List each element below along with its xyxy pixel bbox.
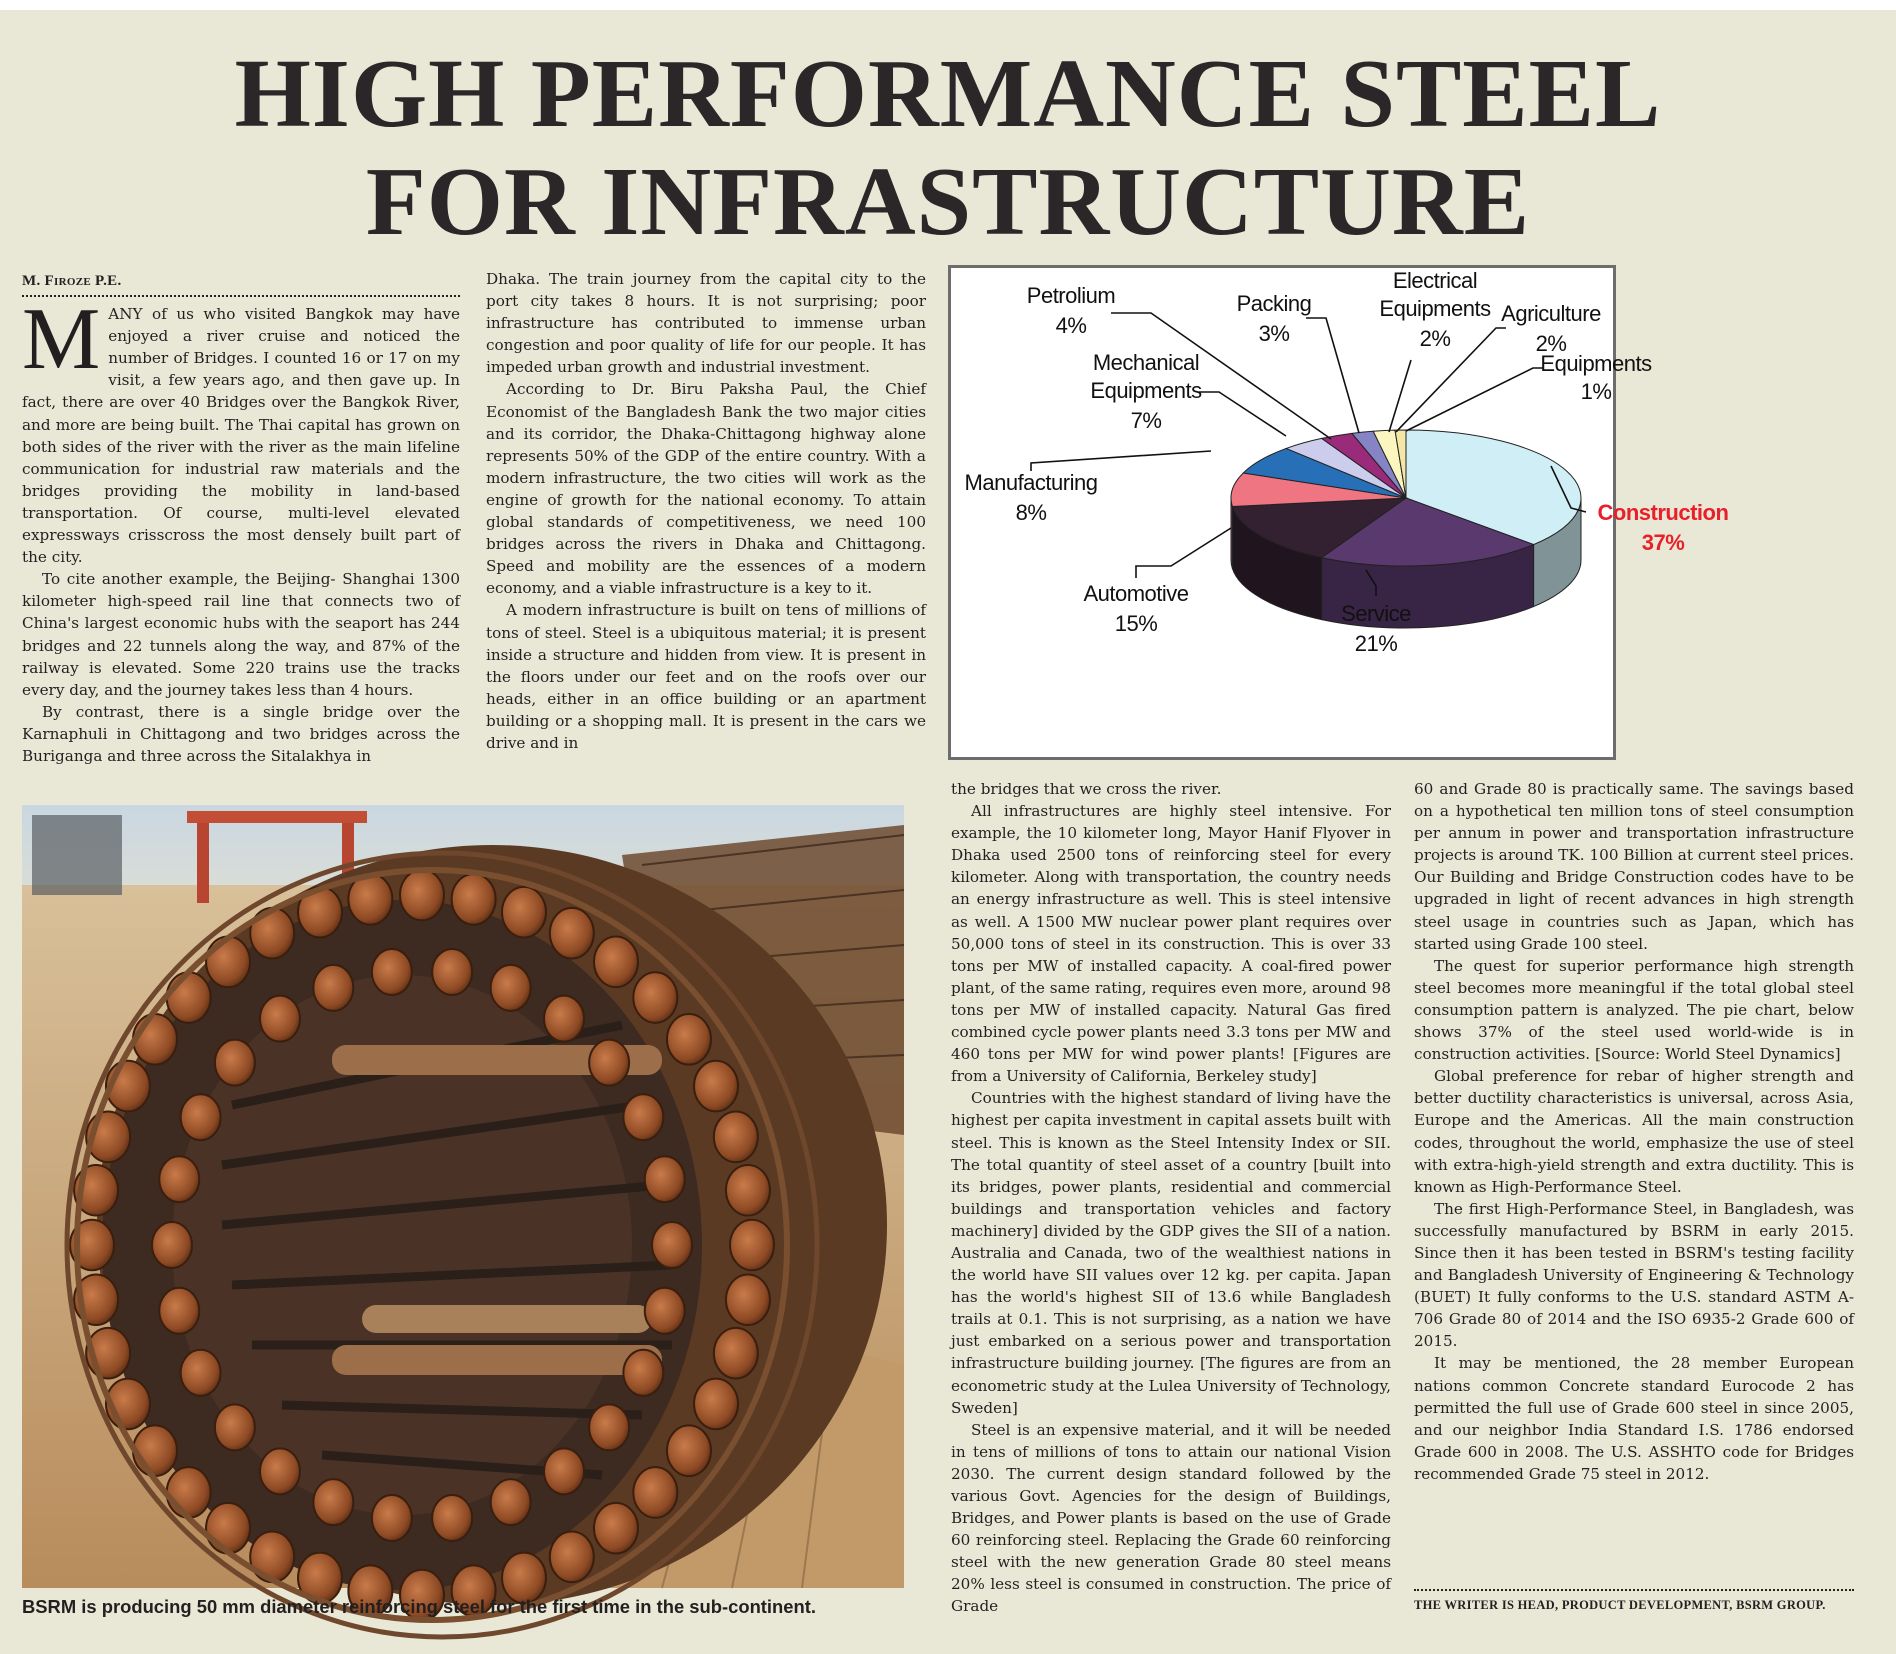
label-automotive-pct: 15%: [1114, 611, 1158, 636]
pie-chart: [948, 265, 1729, 760]
rebar-end: [159, 1288, 199, 1334]
rebar-end: [432, 1495, 472, 1541]
rebar-end: [260, 996, 300, 1042]
rebar-end: [159, 1156, 199, 1202]
label-petrolium-pct: 4%: [1055, 313, 1087, 338]
rebar-end: [594, 1503, 638, 1554]
label-equipments-name: Equipments: [1540, 351, 1652, 376]
rebar-end: [544, 996, 584, 1042]
label-packing-pct: 3%: [1258, 321, 1290, 346]
col2-paragraph-3: A modern infrastructure is built on tens of millions of tons of steel. Steel is a ubiquitous material; it is present inside a structure and hidden from view. It is present in the floors under our feet and on the roofs over our heads, either in an office building or an apartment building or a shopping mall. It is present in the cars we drive and in: [486, 601, 926, 752]
rebar-end: [726, 1274, 770, 1325]
rebar-end: [645, 1288, 685, 1334]
rebar-end: [167, 1467, 211, 1518]
col2-paragraph-2: According to Dr. Biru Paksha Paul, the Chief Economist of the Bangladesh Bank the two major cities and its corridor, the Dhaka-Chittagong highway alone represents 50% of the GDP of the entire country. With a modern infrastructure, the two cities will work as the engine of growth for the national economy. To attain global standards of competitiveness, we need 100 bridges across the rivers in Dhaka and Chittagong. Speed and mobility are the essences of a modern economy, and a viable infrastructure is a key to it.: [486, 380, 926, 598]
rebar-end: [133, 1014, 177, 1065]
rebar-end: [181, 1350, 221, 1396]
col4-paragraph-4: The first High-Performance Steel, in Bangladesh, was successfully manufactured by BSRM in early 2015. Since then it has been tested in BSRM's testing facility and Bangladesh University of Engineering & Technology (BUET) It fully conforms to the U.S. standard ASTM A-706 Grade 80 of 2014 and the ISO 6935-2 Grade 600 of 2015.: [1414, 1199, 1854, 1351]
article-column-2: [486, 268, 926, 754]
article-column-3: [951, 778, 1391, 1618]
leader-agriculture: [1396, 328, 1506, 432]
rebar-end: [550, 908, 594, 959]
rebar-end: [589, 1040, 629, 1086]
label-service-pct: 21%: [1354, 631, 1398, 656]
headline-line-1: HIGH PERFORMANCE STEEL: [234, 40, 1662, 148]
label-agriculture-name: Agriculture: [1501, 301, 1601, 326]
rebar-end: [313, 965, 353, 1011]
rebar-end: [372, 1495, 412, 1541]
label-manufacturing-name: Manufacturing: [964, 470, 1098, 495]
rebar-end: [400, 870, 444, 921]
label-mechanical-name-1: Mechanical: [1092, 350, 1200, 375]
label-mechanical-pct: 7%: [1130, 408, 1162, 433]
rebar-end: [206, 1503, 250, 1554]
rebar-end: [694, 1379, 738, 1430]
label-automotive-name: Automotive: [1083, 581, 1189, 606]
rebar-end: [432, 949, 472, 995]
col4-paragraph-5: It may be mentioned, the 28 member European nations common Concrete standard Eurocode 2 has permitted the full use of Grade 600 steel in since 2005, and our neighbor India Standard I.S. 1786 endorsed Grade 600 in 2008. The U.S. ASSHTO code for Bridges recommended Grade 75 steel in 2012.: [1414, 1354, 1854, 1483]
leader-packing: [1306, 318, 1359, 433]
rebar-end: [667, 1014, 711, 1065]
col3-paragraph-1: the bridges that we cross the river.: [951, 780, 1222, 798]
rebar-end: [714, 1328, 758, 1379]
label-electrical-name-1: Electrical: [1392, 268, 1478, 293]
label-service-name: Service: [1341, 601, 1411, 626]
rebar-end: [133, 1425, 177, 1476]
label-mechanical-name-2: Equipments: [1090, 378, 1202, 403]
leader-manufacturing: [1031, 451, 1211, 471]
leader-electrical: [1389, 360, 1411, 432]
headline: [0, 40, 1896, 256]
rebar-end: [181, 1094, 221, 1140]
label-electrical-name-2: Equipments: [1379, 296, 1491, 321]
top-band: [0, 0, 1896, 10]
col1-paragraph-1: MANY of us who visited Bangkok may have enjoyed a river cruise and noticed the number of Bridges. I counted 16 or 17 on my visit, a few years ago, and then gave up. In fact, there are over 40 Bridges over the Bangkok River, and more are being built. The Thai capital has grown on both sides of the river with the river as the main lifeline communication for industrial raw materials and the bridges providing the mobility in land-based transportation. Of course, multi-level elevated expressways crisscross the most densely built part of the city.: [22, 291, 460, 567]
drop-cap: M: [22, 291, 101, 389]
article-column-4: [1414, 778, 1854, 1485]
pie-side-manufacturing: [1231, 498, 1232, 569]
col4-paragraph-1: 60 and Grade 80 is practically same. The savings based on a hypothetical ten million tons of steel consumption per annum in power and transportation infrastructure projects is around TK. 100 Billion at current steel prices. Our Building and Bridge Construction codes have to be upgraded in light of recent advances in high strength steel usage in countries such as Japan, which has started using Grade 100 steel.: [1414, 780, 1854, 953]
label-manufacturing-pct: 8%: [1015, 500, 1047, 525]
rebar-end: [623, 1350, 663, 1396]
rebar-end: [633, 1467, 677, 1518]
col3-paragraph-3: Countries with the highest standard of living have the highest per capita investment in capital assets built with steel. This is known as the Steel Intensity Index or SII. The total quantity of steel asset of a country [built into its bridges, power plants, residential and commercial buildings and transportation vehicles and factory machinery] divided by the GDP gives the SII of a nation. Australia and Canada, two of the wealthiest nations in the world have SII values over 12 kg. per capita. Japan has the world's highest SII of 13.6 while Bangladesh trails at 0.1. This is not surprising, as a nation we have just embarked on a serious power and transportation infrastructure building journey. [The figures are from an econometric study at the Lulea University of Technology, Sweden]: [951, 1089, 1391, 1417]
pie-top: [1231, 430, 1581, 566]
pie-chart-svg: [951, 268, 1729, 757]
col2-paragraph-1: Dhaka. The train journey from the capital city to the port city takes 8 hours. It is not surprising; poor infrastructure has contributed to immense urban congestion and poor quality of life for our people. It has impeded urban growth and industrial investment.: [486, 270, 926, 377]
rebar-end: [694, 1061, 738, 1112]
rebar-end: [550, 1532, 594, 1583]
label-agriculture-pct: 2%: [1535, 331, 1567, 356]
photo-caption: BSRM is producing 50 mm diameter reinforcing steel for the first time in the sub-continent.: [22, 1596, 816, 1617]
rebar-end: [544, 1448, 584, 1494]
headline-line-2: FOR INFRASTRUCTURE: [365, 148, 1531, 256]
leader-automotive: [1136, 528, 1231, 578]
rebar-end: [260, 1448, 300, 1494]
col4-paragraph-2: The quest for superior performance high strength steel becomes more meaningful if the total global steel consumption pattern is analyzed. The pie chart, below shows 37% of the steel used world-wide is in construction activities. [Source: World Steel Dynamics]: [1414, 956, 1854, 1064]
rebar-end: [652, 1222, 692, 1268]
rebar-end: [372, 949, 412, 995]
rebar-end: [167, 972, 211, 1023]
rebar-end: [667, 1425, 711, 1476]
rebar-cage-photo: [22, 805, 904, 1588]
rebar-end: [589, 1404, 629, 1450]
rebar-end: [491, 1479, 531, 1525]
col1-paragraph-3: By contrast, there is a single bridge over the Karnaphuli in Chittagong and two bridges across the Buriganga and three across the Sitalakhya in: [22, 702, 460, 765]
rebar-end: [452, 874, 496, 925]
rebar-end: [633, 972, 677, 1023]
label-electrical-pct: 2%: [1419, 326, 1451, 351]
article-column-1: [22, 270, 460, 767]
label-construction-pct: 37%: [1641, 530, 1685, 555]
byline: M. Firoze P.E.: [22, 270, 460, 297]
rebar-end: [206, 937, 250, 988]
footer-divider: [1414, 1589, 1854, 1591]
rebar-end: [491, 965, 531, 1011]
rebar-end: [726, 1165, 770, 1216]
rebar-end: [623, 1094, 663, 1140]
writer-credit: THE WRITER IS HEAD, PRODUCT DEVELOPMENT, BSRM GROUP.: [1414, 1598, 1826, 1612]
label-packing-name: Packing: [1236, 291, 1312, 316]
rebar-end: [594, 937, 638, 988]
col3-paragraph-4: Steel is an expensive material, and it will be needed in tens of millions of tons to attain our national Vision 2030. The current design standard followed by the various Govt. Agencies for the design of Buildings, Bridges, and Power plants is based on the use of Grade 60 reinforcing steel. Replacing the Grade 60 reinforcing steel with the new generation Grade 80 steel means 20% less steel is consumed in construction. The price of Grade: [951, 1420, 1391, 1616]
label-petrolium-name: Petrolium: [1026, 283, 1116, 308]
label-equipments-pct: 1%: [1580, 379, 1612, 404]
label-construction-name: Construction: [1597, 500, 1729, 525]
rebar-end: [730, 1220, 774, 1271]
rebar-end: [152, 1222, 192, 1268]
rebar-end: [714, 1112, 758, 1163]
col3-paragraph-2: All infrastructures are highly steel intensive. For example, the 10 kilometer long, Mayor Hanif Flyover in Dhaka used 2500 tons of reinforcing steel for every kilometer. Along with transportation, the country needs an energy infrastructure as well. This is steel intensive as well. A 1500 MW nuclear power plant requires over 50,000 tons of steel in its construction. This is over 33 tons per MW of installed capacity. A coal-fired power plant, of the same rating, requires even more, around 98 tons per MW of installed capacity. Natural Gas fired combined cycle power plants need 3.3 tons per MW and 460 tons per MW for wind power plants! [Figures are from a University of California, Berkeley study]: [951, 802, 1391, 1086]
rebar-cage-image: [22, 805, 904, 1588]
rebar-end: [502, 887, 546, 938]
rebar-end: [215, 1040, 255, 1086]
rebar-end: [215, 1404, 255, 1450]
col1-paragraph-2: To cite another example, the Beijing- Shanghai 1300 kilometer high-speed rail line that connects two of China's largest economic hubs with the seaport has 244 bridges and 22 tunnels along the way, and 87% of the railway is elevated. Some 220 trains use the tracks every day, and the journey takes less than 4 hours.: [22, 570, 460, 699]
col4-paragraph-3: Global preference for rebar of higher strength and better ductility characteristics is universal, across Asia, Europe and the Americas. All the main construction codes, throughout the world, emphasize the use of steel with extra-high-yield strength and extra ductility. This is known as High-Performance Steel.: [1414, 1067, 1854, 1196]
rebar-end: [645, 1156, 685, 1202]
rebar-end: [313, 1479, 353, 1525]
